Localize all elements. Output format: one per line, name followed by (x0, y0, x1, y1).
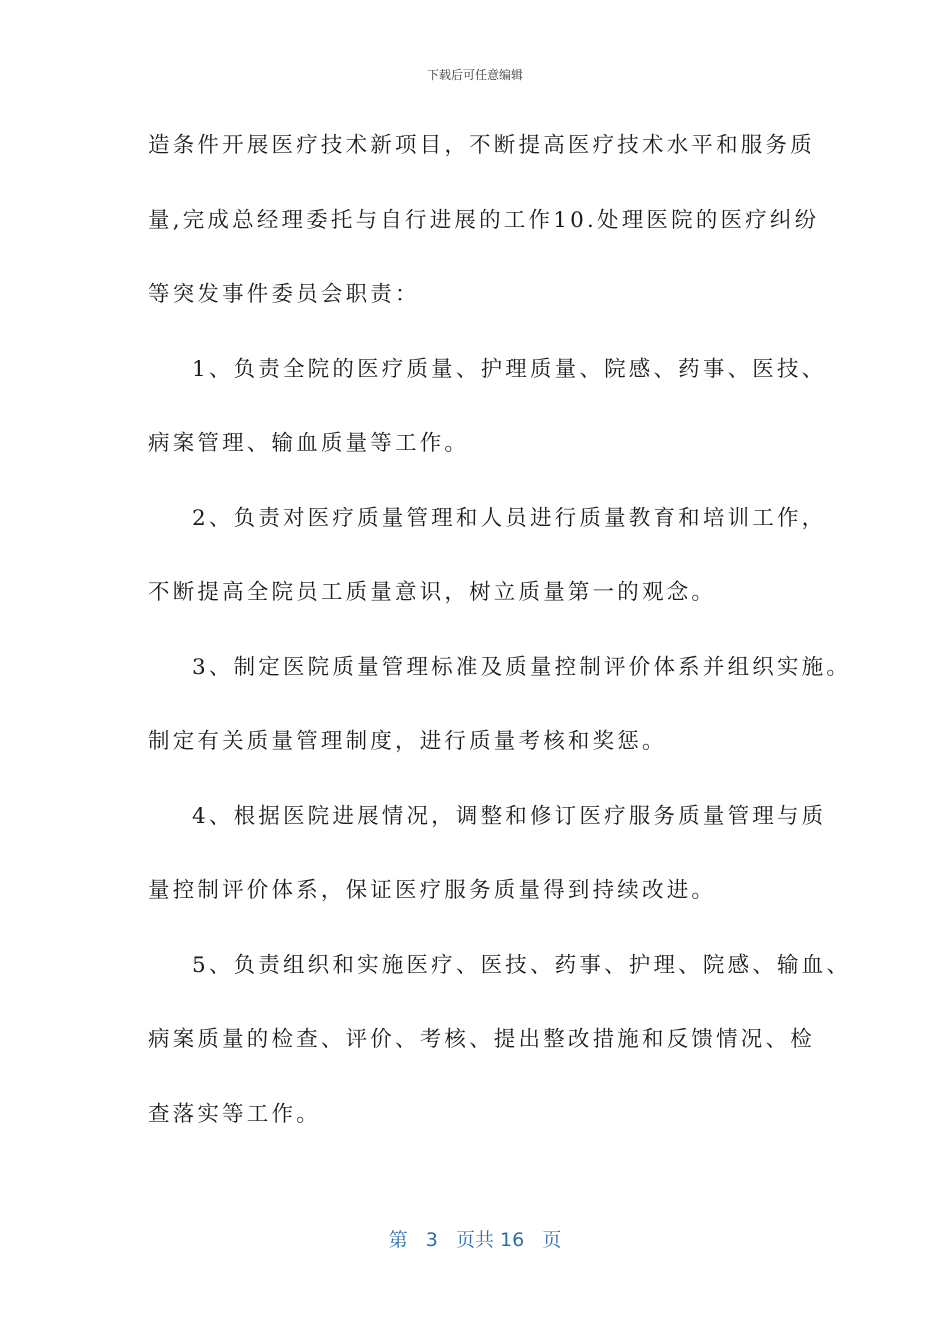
body-line: 查落实等工作。 (148, 1101, 321, 1127)
document-body (148, 124, 852, 1167)
body-line: 3、制定医院质量管理标准及质量控制评价体系并组织实施。 (192, 654, 852, 680)
current-page-number: 3 (425, 1229, 438, 1251)
body-line: 病案管理、输血质量等工作。 (148, 431, 470, 456)
body-line: 4、根据医院进展情况，调整和修订医疗服务质量管理与质 (192, 803, 827, 829)
page-footer (0, 1225, 950, 1252)
body-line: 造条件开展医疗技术新项目，不断提高医疗技术水平和服务质 (148, 133, 815, 158)
body-line: 量,完成总经理委托与自行进展的工作10.处理医院的医疗纠纷 (148, 207, 820, 233)
body-line: 2、负责对医疗质量管理和人员进行质量教育和培训工作， (192, 505, 827, 531)
footer-suffix: 页 (542, 1229, 562, 1251)
header-note: 下载后可任意编辑 (426, 68, 523, 82)
body-line: 量控制评价体系，保证医疗服务质量得到持续改进。 (148, 878, 717, 903)
body-line: 制定有关质量管理制度，进行质量考核和奖惩。 (148, 729, 667, 754)
footer-prefix: 第 (388, 1229, 408, 1251)
body-line: 5、负责组织和实施医疗、医技、药事、护理、院感、输血、 (192, 952, 852, 978)
body-line: 等突发事件委员会职责： (148, 282, 420, 307)
total-pages-number: 16 (500, 1229, 525, 1251)
body-line: 病案质量的检查、评价、考核、提出整改措施和反馈情况、检 (148, 1027, 815, 1052)
body-line: 1、负责全院的医疗质量、护理质量、院感、药事、医技、 (192, 356, 827, 382)
footer-middle: 页共 (455, 1229, 494, 1251)
body-line: 不断提高全院员工质量意识，树立质量第一的观念。 (148, 580, 717, 605)
